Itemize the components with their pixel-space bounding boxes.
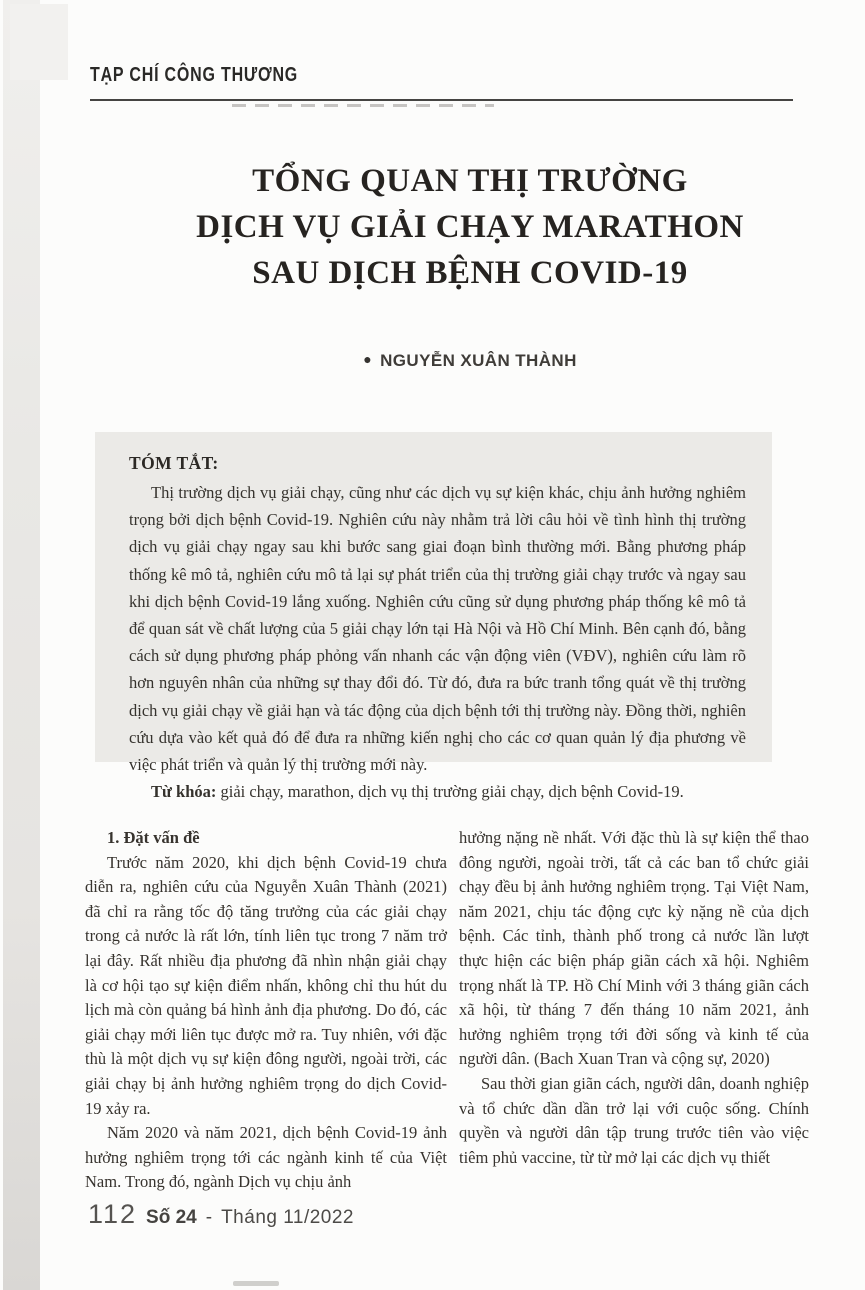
body-paragraph: Sau thời gian giãn cách, người dân, doanh nghiệp và tổ chức dần dần trở lại với cuộc sống. Chính quyền và người dân tập trung trước tiên vào việc tiêm phủ vaccine, từ từ mở lại các dịch vụ thiết	[459, 1073, 809, 1167]
keywords-label: Từ khóa:	[151, 782, 217, 802]
section-heading: 1. Đặt vấn đề	[107, 828, 200, 847]
article-title-line-3: SAU DỊCH BỆNH COVID-19	[252, 255, 688, 291]
issue-date: Tháng 11/2022	[221, 1207, 355, 1228]
article-title-line-1: TỔNG QUAN THỊ TRƯỜNG	[252, 163, 688, 199]
page-footer	[88, 1199, 354, 1230]
body-column-right	[459, 826, 809, 1170]
author-line	[110, 351, 830, 371]
body-paragraph: Trước năm 2020, khi dịch bệnh Covid-19 chưa diễn ra, nghiên cứu của Nguyễn Xuân Thành (2021) đã chỉ ra rằng tốc độ tăng trưởng của các giải chạy trong cả nước là rất lớn, tính liên tục trong 7 năm trở lại đây. Rất nhiều địa phương đã nhìn nhận giải chạy là cơ hội tạo sự kiện điểm nhấn, không chỉ thu hút du lịch mà còn quảng bá hình ảnh địa phương. Do đó, các giải chạy mới liên tục được mở ra. Tuy nhiên, với đặc thù là một dịch vụ sự kiện đông người, ngoài trời, các giải chạy bị ảnh hưởng nghiêm trọng do dịch Covid-19 xảy ra.	[85, 852, 447, 1118]
body-paragraph: hưởng nặng nề nhất. Với đặc thù là sự kiện thể thao đông người, ngoài trời, tất cả các ban tổ chức giải chạy đều bị ảnh hưởng nghiêm trọng. Tại Việt Nam, năm 2021, chịu tác động cực kỳ nặng nề của dịch bệnh. Các tỉnh, thành phố trong cả nước lần lượt thực hiện các biện pháp giãn cách xã hội. Nghiêm trọng nhất là TP. Hồ Chí Minh với 3 tháng giãn cách xã hội, từ tháng 7 đến tháng 10 năm 2021, ảnh hưởng nghiêm trọng tới đời sống và kinh tế của người dân. (Bach Xuan Tran và cộng sự, 2020)	[459, 828, 809, 1069]
footer-separator: -	[205, 1207, 213, 1228]
abstract-keywords	[129, 778, 746, 805]
abstract-heading: TÓM TẮT:	[129, 453, 219, 473]
author-bullet-icon: ●	[363, 351, 373, 367]
author-name: NGUYỄN XUÂN THÀNH	[380, 351, 577, 370]
abstract-body: Thị trường dịch vụ giải chạy, cũng như các dịch vụ sự kiện khác, chịu ảnh hưởng nghiêm trọng bởi dịch bệnh Covid-19. Nghiên cứu này nhằm trả lời câu hỏi về tình hình thị trường dịch vụ giải chạy ngay sau khi bước sang giai đoạn bình thường mới. Bằng phương pháp thống kê mô tả, nghiên cứu mô tả lại sự phát triển của thị trường giải chạy trước và ngay sau khi dịch bệnh Covid-19 lắng xuống. Nghiên cứu cũng sử dụng phương pháp thống kê mô tả để quan sát về chất lượng của 5 giải chạy lớn tại Hà Nội và Hồ Chí Minh. Bên cạnh đó, bằng cách sử dụng phương pháp phỏng vấn nhanh các vận động viên (VĐV), nghiên cứu làm rõ hơn nguyên nhân của những sự thay đổi đó. Từ đó, đưa ra bức tranh tổng quát về thị trường dịch vụ giải chạy về giải hạn và tác động của dịch bệnh tới thị trường này. Đồng thời, nghiên cứu dựa vào kết quả đó để đưa ra những kiến nghị cho các cơ quan quản lý địa phương về việc phát triển và quản lý thị trường mới này.	[129, 483, 746, 775]
keywords-text: giải chạy, marathon, dịch vụ thị trường giải chạy, dịch bệnh Covid-19.	[216, 782, 684, 802]
body-column-left	[85, 826, 447, 1195]
scan-corner-artifact	[10, 4, 68, 80]
scan-bottom-artifact	[233, 1281, 279, 1286]
issue-number: Số 24	[146, 1207, 197, 1228]
article-title	[110, 158, 830, 296]
article-title-line-2: DỊCH VỤ GIẢI CHẠY MARATHON	[196, 209, 744, 245]
body-paragraph: Năm 2020 và năm 2021, dịch bệnh Covid-19 ảnh hưởng nghiêm trọng tới các ngành kinh tế của Việt Nam. Trong đó, ngành Dịch vụ chịu ảnh	[85, 1123, 447, 1192]
header-rule	[90, 99, 793, 101]
scan-edge-shadow	[3, 0, 40, 1290]
abstract-box	[95, 432, 772, 802]
header-rule-ghost	[232, 104, 494, 107]
journal-name: TẠP CHÍ CÔNG THƯƠNG	[90, 64, 299, 86]
page-number: 112	[88, 1199, 138, 1229]
